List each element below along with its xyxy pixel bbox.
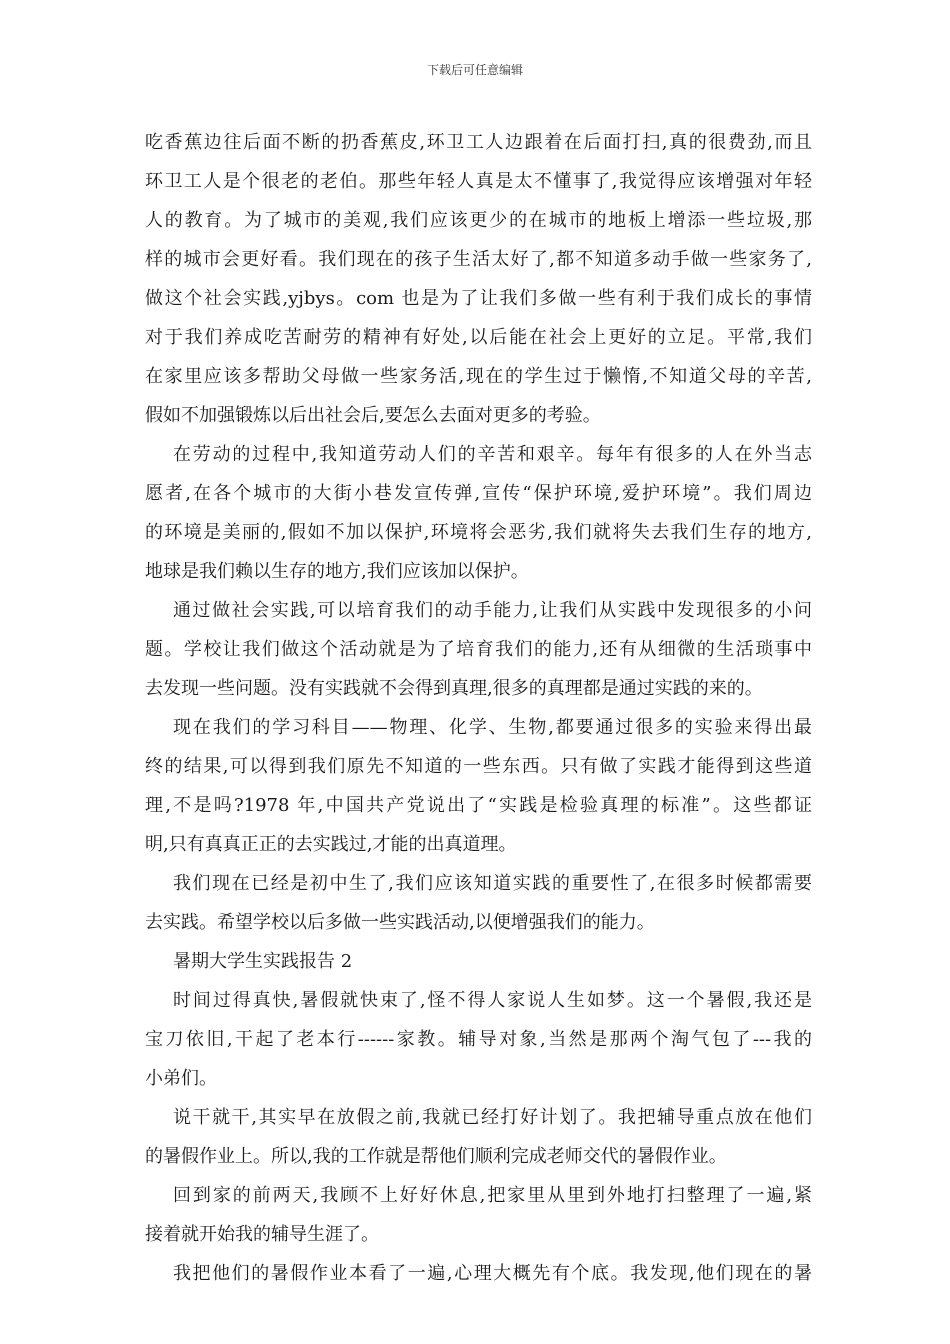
text-line: 人的教育。为了城市的美观,我们应该更少的在城市的地板上增添一些垃圾,那 (145, 210, 812, 231)
page-header: 下载后可任意编辑 (426, 63, 523, 77)
text-line: 题。学校让我们做这个活动就是为了培育我们的能力,还有从细微的生活琐事中 (145, 639, 812, 660)
text-line: 在家里应该多帮助父母做一些家务活,现在的学生过于懒惰,不知道父母的辛苦, (145, 366, 812, 387)
text-line: 环卫工人是个很老的老伯。那些年轻人真是太不懂事了,我觉得应该增强对年轻 (145, 171, 812, 192)
text-line: 终的结果,可以得到我们原先不知道的一些东西。只有做了实践才能得到这些道 (145, 756, 812, 777)
text-line: 做这个社会实践,yjbys。com 也是为了让我们多做一些有利于我们成长的事情 (145, 288, 812, 309)
text-line: 去发现一些问题。没有实践就不会得到真理,很多的真理都是通过实践的来的。 (145, 678, 763, 699)
text-line: 说干就干,其实早在放假之前,我就已经打好计划了。我把辅导重点放在他们 (173, 1107, 812, 1128)
text-line: 去实践。希望学校以后多做一些实践活动,以便增强我们的能力。 (145, 912, 655, 933)
text-line: 吃香蕉边往后面不断的扔香蕉皮,环卫工人边跟着在后面打扫,真的很费劲,而且 (145, 132, 812, 153)
text-line: 的环境是美丽的,假如不加以保护,环境将会恶劣,我们就将失去我们生存的地方, (145, 522, 812, 543)
text-line: 时间过得真快,暑假就快束了,怪不得人家说人生如梦。这一个暑假,我还是 (173, 990, 812, 1011)
text-line: 地球是我们赖以生存的地方,我们应该加以保护。 (145, 561, 529, 582)
text-line: 愿者,在各个城市的大街小巷发宣传弹,宣传“保护环境,爱护环境”。我们周边 (145, 483, 812, 504)
text-line: 宝刀依旧,干起了老本行------家教。辅导对象,当然是那两个淘气包了---我的 (145, 1029, 812, 1050)
text-line: 的暑假作业上。所以,我的工作就是帮他们顺利完成老师交代的暑假作业。 (145, 1146, 727, 1167)
text-line: 样的城市会更好看。我们现在的孩子生活太好了,都不知道多动手做一些家务了, (145, 249, 812, 270)
text-line: 假如不加强锻炼以后出社会后,要怎么去面对更多的考验。 (145, 405, 601, 426)
text-line: 现在我们的学习科目——物理、化学、生物,都要通过很多的实验来得出最 (173, 717, 812, 738)
text-line: 理,不是吗?1978 年,中国共产党说出了“实践是检验真理的标准”。这些都证 (145, 795, 812, 816)
text-line: 接着就开始我的辅导生涯了。 (145, 1224, 379, 1245)
text-line: 对于我们养成吃苦耐劳的精神有好处,以后能在社会上更好的立足。平常,我们 (145, 327, 812, 348)
text-line: 明,只有真真正正的去实践过,才能的出真道理。 (145, 834, 517, 855)
text-line: 通过做社会实践,可以培育我们的动手能力,让我们从实践中发现很多的小问 (173, 600, 812, 621)
text-line: 在劳动的过程中,我知道劳动人们的辛苦和艰辛。每年有很多的人在外当志 (173, 444, 812, 465)
document-body (145, 123, 812, 1293)
text-line: 我把他们的暑假作业本看了一遍,心理大概先有个底。我发现,他们现在的暑 (173, 1263, 812, 1284)
text-line: 小弟们。 (145, 1068, 217, 1089)
text-line: 回到家的前两天,我顾不上好好休息,把家里从里到外地打扫整理了一遍,紧 (173, 1185, 812, 1206)
text-line: 暑期大学生实践报告 2 (173, 951, 353, 972)
text-line: 我们现在已经是初中生了,我们应该知道实践的重要性了,在很多时候都需要 (173, 873, 812, 894)
